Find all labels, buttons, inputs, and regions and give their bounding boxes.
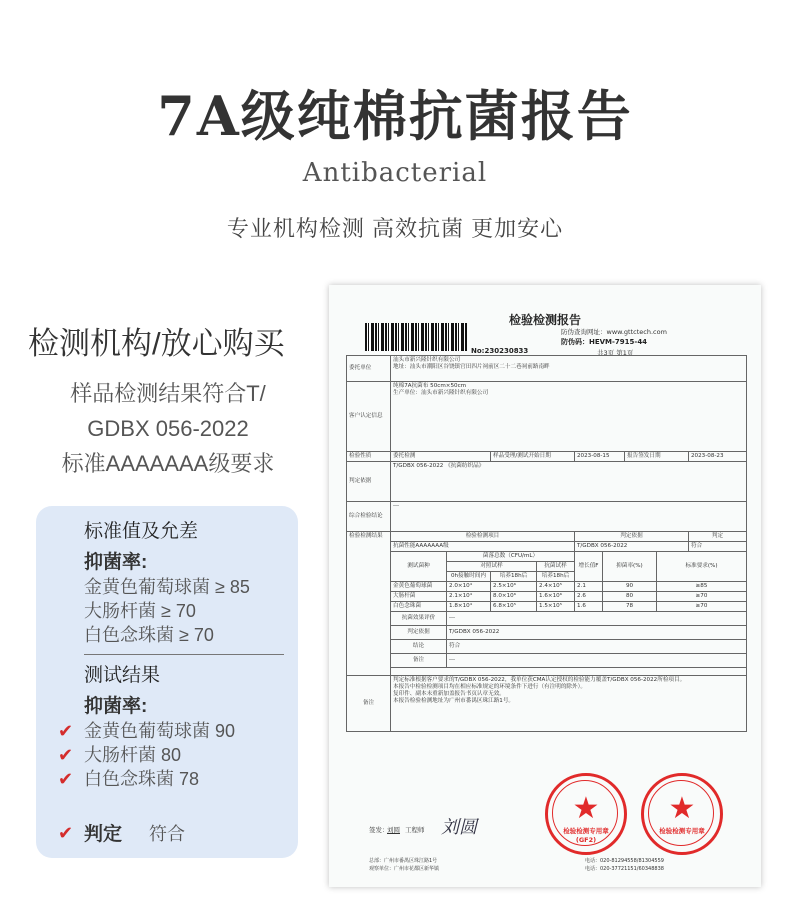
sample-label: 客户认定信息 bbox=[347, 382, 391, 452]
control-0h: 2.0×10⁴ bbox=[447, 582, 491, 592]
left-line: GDBX 056-2022 bbox=[87, 416, 249, 441]
check-icon: ✔ bbox=[58, 823, 74, 843]
col-basis: 判定依据 bbox=[575, 532, 689, 542]
h-strain: 测试菌种 bbox=[391, 552, 447, 582]
h-growth: 增长值F bbox=[575, 552, 603, 582]
control-0h: 1.8×10⁴ bbox=[447, 602, 491, 612]
standard-item: 金黄色葡萄球菌 ≥ 85 bbox=[84, 577, 250, 597]
seal-text: 检验检测专用章 bbox=[659, 827, 705, 835]
h-anti: 抗菌试样 bbox=[537, 562, 575, 572]
result-item: 大肠杆菌 80 bbox=[84, 745, 182, 765]
results-label: 检验检测结果 bbox=[347, 532, 391, 676]
inhibition-rate: 78 bbox=[603, 602, 657, 612]
check-icon: ✔ bbox=[58, 769, 74, 789]
standard-item: 大肠杆菌 ≥ 70 bbox=[84, 601, 196, 621]
strain-row bbox=[347, 592, 747, 602]
h-t18b: 培养18h后 bbox=[537, 572, 575, 582]
judge-basis-label: 判定依据 bbox=[391, 626, 447, 640]
anti-18h: 1.6×10⁶ bbox=[537, 592, 575, 602]
report-document bbox=[329, 285, 761, 887]
sample-line: 纯棉7A抗菌布 50cm×50cm bbox=[393, 383, 467, 389]
page-info: 共3页 第1页 bbox=[597, 349, 634, 357]
sample-line: 生产单位：汕头市新兴隆针织有限公司 bbox=[393, 390, 489, 396]
strain-row bbox=[347, 602, 747, 612]
anti-18h: 1.5×10⁵ bbox=[537, 602, 575, 612]
issued-label: 报告签发日期 bbox=[625, 452, 689, 462]
h-t0: 0h接触时间内 bbox=[447, 572, 491, 582]
star-icon: ★ bbox=[668, 791, 696, 826]
result-item: 金黄色葡萄球菌 90 bbox=[84, 721, 236, 741]
basis-label: 判定依据 bbox=[347, 462, 391, 502]
verdict-value: 符合 bbox=[149, 824, 186, 844]
control-0h: 2.1×10⁴ bbox=[447, 592, 491, 602]
requirement: ≥70 bbox=[657, 592, 747, 602]
seal-code: (GF2) bbox=[575, 836, 597, 844]
sign-name: 刘圆 bbox=[387, 826, 400, 834]
inhibition-rate: 80 bbox=[603, 592, 657, 602]
requirement: ≥85 bbox=[657, 582, 747, 592]
control-18h: 6.8×10⁵ bbox=[491, 602, 537, 612]
eval-label: 抗菌效果评价 bbox=[391, 612, 447, 626]
col-item: 检验检测项目 bbox=[391, 532, 575, 542]
strain-name: 金黄色葡萄球菌 bbox=[391, 582, 447, 592]
standard-block bbox=[84, 520, 250, 647]
english-subtitle: Antibacterial bbox=[302, 158, 488, 188]
remark-inner-value: --- bbox=[447, 654, 747, 668]
query-site: 防伪查询网址：www.gttctech.com bbox=[561, 328, 667, 336]
inhibition-rate: 90 bbox=[603, 582, 657, 592]
sign-label: 签发： bbox=[369, 826, 389, 834]
left-line: 样品检测结果符合T/ bbox=[70, 381, 266, 406]
nature-label: 检验性质 bbox=[347, 452, 391, 462]
summary-card bbox=[36, 506, 298, 858]
result-title: 测试结果 bbox=[84, 665, 161, 686]
result-block bbox=[84, 664, 235, 791]
strain-name: 大肠杆菌 bbox=[391, 592, 447, 602]
judge-basis-value: T/GDBX 056-2022 bbox=[447, 626, 747, 640]
card-divider bbox=[84, 654, 284, 655]
row-judge: 符合 bbox=[689, 542, 747, 552]
remark-inner-label: 备注 bbox=[391, 654, 447, 668]
col-judge: 判定 bbox=[689, 532, 747, 542]
check-icon: ✔ bbox=[58, 745, 74, 765]
row-basis: T/GDBX 056-2022 bbox=[575, 542, 689, 552]
control-18h: 2.5×10⁶ bbox=[491, 582, 537, 592]
h-t18: 培养18h后 bbox=[491, 572, 537, 582]
h-req: 标准要求(%) bbox=[657, 552, 747, 582]
standard-title: 标准值及允差 bbox=[84, 521, 199, 542]
footer-left: 观察单位：广州市花都区新华镇 bbox=[369, 866, 440, 872]
left-heading: 检测机构/放心购买 bbox=[28, 326, 285, 361]
verdict-value: 符合 bbox=[447, 640, 747, 654]
barcode-icon bbox=[365, 323, 467, 351]
requirement: ≥70 bbox=[657, 602, 747, 612]
client-value: 汕头市新兴隆针织有限公司 地址：汕头市潮阳区谷饶镇官田四片祠前区二十二巷祠前路南畔 bbox=[391, 356, 747, 382]
verdict-row bbox=[84, 822, 185, 847]
growth-value: 2.1 bbox=[575, 582, 603, 592]
conclusion-value: --- bbox=[391, 502, 747, 532]
h-rate: 抑菌率(%) bbox=[603, 552, 657, 582]
growth-value: 1.6 bbox=[575, 602, 603, 612]
control-18h: 8.0×10⁶ bbox=[491, 592, 537, 602]
result-item: 白色念珠菌 78 bbox=[84, 769, 200, 789]
inspection-seal bbox=[641, 773, 723, 855]
strain-name: 白色念珠菌 bbox=[391, 602, 447, 612]
chinese-subtitle: 专业机构检测 高效抗菌 更加安心 bbox=[226, 216, 564, 241]
page-title: 7A级纯棉抗菌报告 bbox=[157, 84, 633, 148]
h-count: 菌落总数（CFU/mL） bbox=[447, 552, 575, 562]
row-item: 抗菌性能AAAAAAA级 bbox=[391, 542, 575, 552]
nature-value: 委托检测 bbox=[391, 452, 491, 462]
footer-right: 电话：020-81294558/81304559 bbox=[585, 858, 664, 864]
footer-right: 电话：020-37721151/60348838 bbox=[585, 866, 664, 872]
received-label: 样品受理/测试开始日期 bbox=[491, 452, 575, 462]
remark-value: 判定标准根据客户要求的T/GDBX 056-2022，我单位获CMA认定授权的检验能力覆盖T/GDBX 056-2022所检项目。 本报告中检验检测项目均在相应标准规定的环境条件下进行（有注明的除外）。 复印件、副本未重新加盖报告书页认章无效。 本报告检验检测地址为广州市番禺区珠江路1号。 bbox=[391, 676, 747, 732]
remark-label: 备注 bbox=[347, 676, 391, 732]
report-title: 检验检测报告 bbox=[508, 313, 581, 327]
issued-value: 2023-08-23 bbox=[689, 452, 747, 462]
verdict-label: 结论 bbox=[391, 640, 447, 654]
sign-title: 工程师 bbox=[405, 826, 425, 834]
standard-item: 白色念珠菌 ≥ 70 bbox=[84, 625, 214, 645]
strain-row bbox=[347, 582, 747, 592]
report-table bbox=[346, 355, 747, 732]
left-description bbox=[34, 376, 302, 481]
inspection-seal bbox=[545, 773, 627, 855]
anti-18h: 2.4×10⁵ bbox=[537, 582, 575, 592]
result-subtitle: 抑菌率: bbox=[84, 696, 148, 717]
basis-value: T/GDBX 056-2022 《抗菌纺织品》 bbox=[391, 462, 747, 502]
eval-value: --- bbox=[447, 612, 747, 626]
h-control: 对照试样 bbox=[447, 562, 537, 572]
footer-left: 总部：广州市番禺区珠江路1号 bbox=[369, 858, 438, 864]
standard-subtitle: 抑菌率: bbox=[84, 552, 148, 573]
handwritten-signature: 刘圆 bbox=[441, 817, 477, 838]
anti-fake-code: 防伪码：HEVM-7915-44 bbox=[561, 338, 648, 346]
client-label: 委托单位 bbox=[347, 356, 391, 382]
left-line: 标准AAAAAAA级要求 bbox=[61, 451, 275, 476]
report-number: No:230230833 bbox=[471, 347, 529, 355]
growth-value: 2.6 bbox=[575, 592, 603, 602]
check-icon: ✔ bbox=[58, 721, 74, 741]
seal-text: 检验检测专用章 bbox=[563, 827, 609, 835]
spacer-cell bbox=[391, 668, 747, 676]
conclusion-label: 综合检验结论 bbox=[347, 502, 391, 532]
sample-info bbox=[391, 382, 747, 452]
received-value: 2023-08-15 bbox=[575, 452, 625, 462]
verdict-label: 判定 bbox=[84, 824, 123, 845]
star-icon: ★ bbox=[572, 791, 600, 826]
